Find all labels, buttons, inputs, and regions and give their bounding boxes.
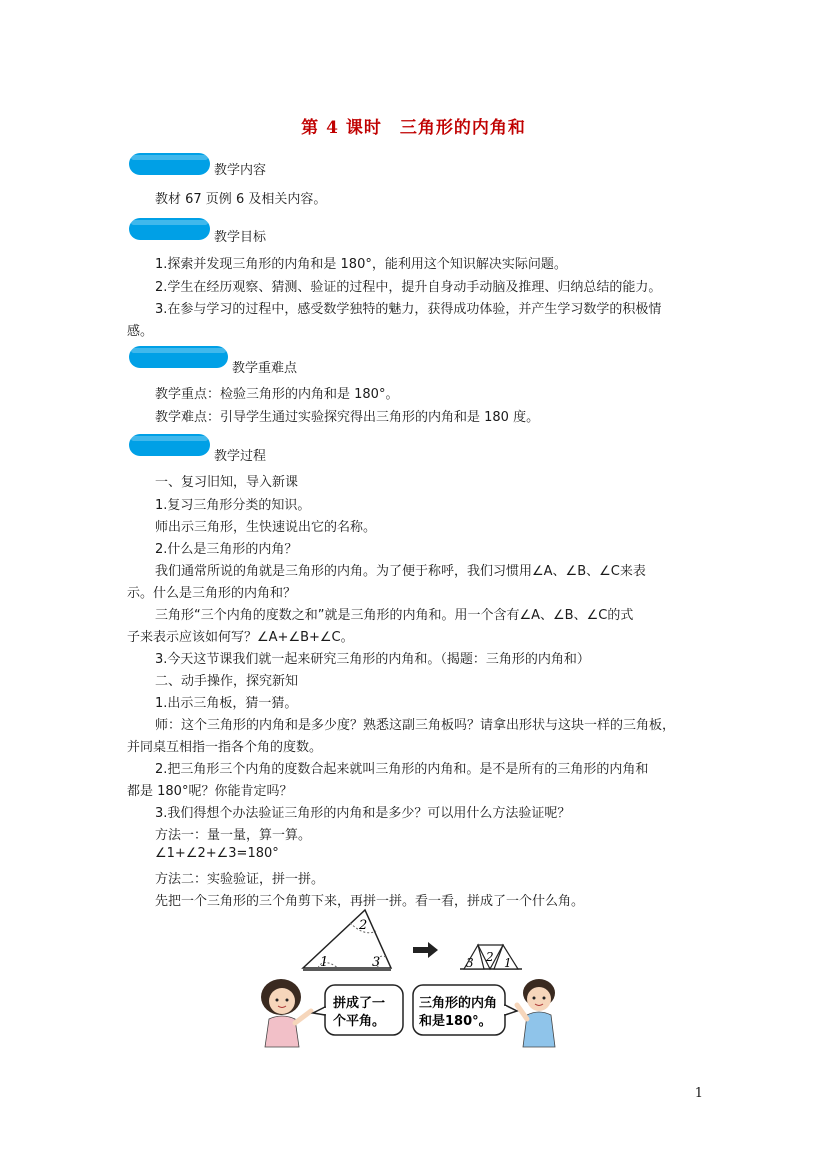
section-badge (129, 153, 210, 175)
process-line: 1.出示三角板，猜一猜。 (155, 696, 298, 711)
section-badge (129, 346, 228, 368)
bubble-left-line-2: 个平角。 (333, 1014, 386, 1029)
girl-student-icon (261, 979, 311, 1047)
angle-label-3: 3 (372, 955, 381, 970)
goal-line: 3.在参与学习的过程中，感受数学独特的魅力，获得成功体验，并产生学习数学的积极情 (155, 302, 662, 317)
process-line: 并同桌互相指一指各个角的度数。 (127, 740, 323, 755)
process-line: 3.今天这节课我们就一起来研究三角形的内角和。（揭题：三角形的内角和） (155, 652, 590, 667)
process-line: 三角形“三个内角的度数之和”就是三角形的内角和。用一个含有∠A、∠B、∠C的式 (155, 608, 634, 623)
angle-label-2: 2 (359, 918, 368, 933)
process-line: 1.复习三角形分类的知识。 (155, 498, 311, 513)
section-heading-content: 教学内容 (214, 163, 267, 178)
process-line: 示。什么是三角形的内角和？ (127, 586, 297, 601)
process-line: 先把一个三角形的三个角剪下来，再拼一拼。看一看，拼成了一个什么角。 (155, 894, 585, 909)
process-line: 都是 180°呢？你能肯定吗？ (127, 784, 293, 799)
angle-label-1: 1 (320, 955, 329, 970)
lesson-title: 第 4 课时 三角形的内角和 (301, 118, 526, 138)
boy-student-icon (517, 979, 555, 1047)
section-heading-goals: 教学目标 (214, 230, 267, 245)
section-badge (129, 434, 210, 456)
triangle-figure (298, 905, 528, 975)
process-line: 师：这个三角形的内角和是多少度？熟悉这副三角板吗？请拿出形状与这块一样的三角板， (155, 718, 676, 733)
bubble-left-line-1: 拼成了一 (333, 996, 386, 1011)
process-line: 2.什么是三角形的内角？ (155, 542, 298, 557)
process-line: 方法一：量一量，算一算。 (155, 828, 312, 843)
process-line: 子来表示应该如何写？∠A+∠B+∠C。 (127, 630, 354, 645)
angle-label-3: 3 (466, 956, 474, 970)
process-line: 3.我们得想个办法验证三角形的内角和是多少？可以用什么方法验证呢？ (155, 806, 571, 821)
process-line: 2.把三角形三个内角的度数合起来就叫三角形的内角和。是不是所有的三角形的内角和 (155, 762, 649, 777)
process-line: 方法二：实验验证，拼一拼。 (155, 872, 325, 887)
angle-label-1: 1 (504, 956, 512, 970)
process-line: ∠1+∠2+∠3=180° (155, 846, 279, 861)
goal-line: 2.学生在经历观察、猜测、验证的过程中，提升自身动手动脑及推理、归纳总结的能力。 (155, 280, 662, 295)
angle-label-2: 2 (486, 950, 494, 964)
section-heading-process: 教学过程 (214, 449, 267, 464)
process-line: 二、动手操作，探究新知 (155, 674, 299, 689)
process-line: 师出示三角形，生快速说出它的名称。 (155, 520, 377, 535)
key-point-line: 教学重点：检验三角形的内角和是 180°。 (155, 387, 399, 402)
process-line: 我们通常所说的角就是三角形的内角。为了便于称呼，我们习惯用∠A、∠B、∠C来表 (155, 564, 646, 579)
process-line: 一、复习旧知，导入新课 (155, 475, 299, 490)
section-heading-key-points: 教学重难点 (232, 361, 298, 376)
goal-line: 感。 (127, 324, 154, 339)
speech-bubble-left (313, 985, 403, 1035)
students-illustration (255, 975, 565, 1050)
goal-line: 1.探索并发现三角形的内角和是 180°，能利用这个知识解决实际问题。 (155, 257, 567, 272)
key-point-line: 教学难点：引导学生通过实验探究得出三角形的内角和是 180 度。 (155, 410, 540, 425)
arrow-right-icon (413, 942, 438, 958)
section-badge (129, 218, 210, 240)
page-number: 1 (694, 1086, 703, 1101)
bubble-right-line-1: 三角形的内角 (419, 996, 498, 1011)
speech-bubble-right (413, 985, 517, 1035)
bubble-right-line-2: 和是180°。 (419, 1014, 492, 1029)
content-line: 教材 67 页例 6 及相关内容。 (155, 192, 327, 207)
